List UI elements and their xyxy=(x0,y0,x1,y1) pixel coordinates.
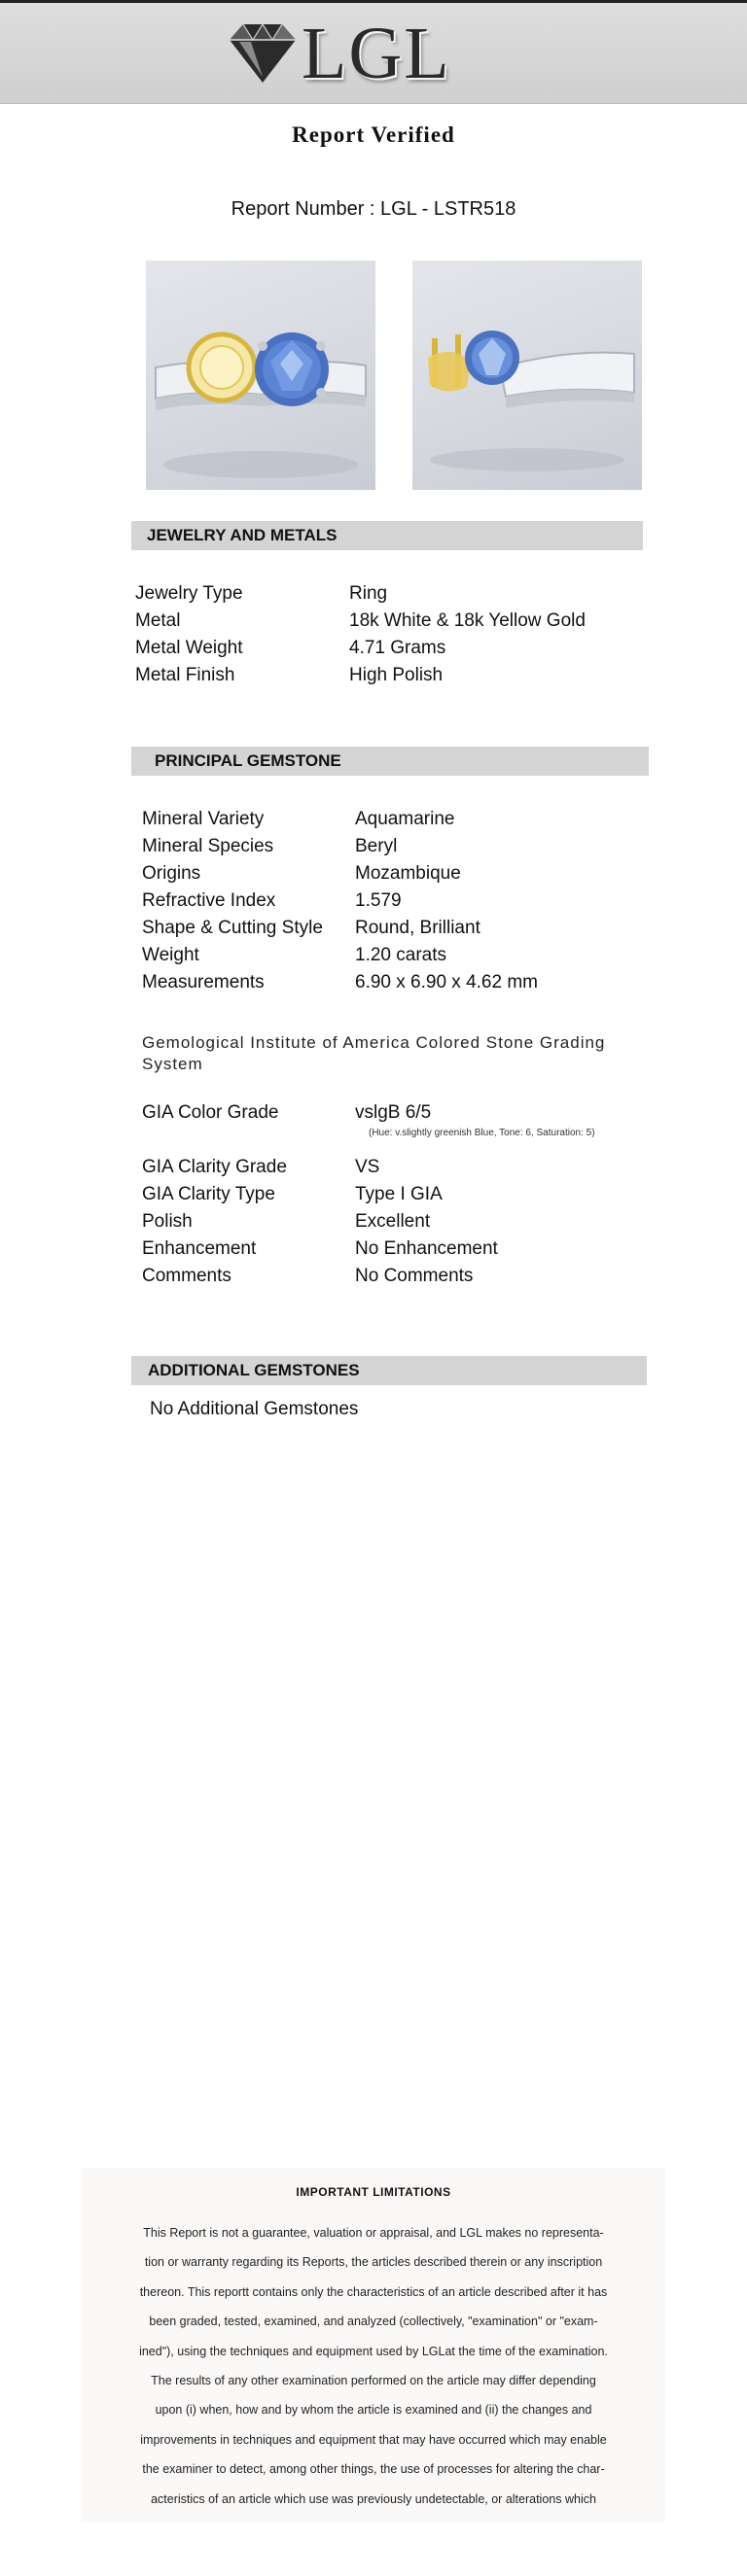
lgl-logo[interactable] xyxy=(226,13,479,94)
site-header xyxy=(0,3,747,104)
diamond-icon xyxy=(226,17,300,90)
limitations-title: IMPORTANT LIMITATIONS xyxy=(296,2185,451,2199)
row-label: Shape & Cutting Style xyxy=(142,918,323,938)
limitations-line: been graded, tested, examined, and analyzed (collectively, "examination" or "exam- xyxy=(149,2315,598,2329)
jewelry-section-header xyxy=(131,521,643,550)
row-label: GIA Clarity Grade xyxy=(142,1157,287,1177)
row-label: Mineral Species xyxy=(142,836,274,856)
row-label: Metal xyxy=(135,610,181,631)
principal-section-header xyxy=(131,747,649,776)
row-label: Measurements xyxy=(142,972,265,992)
row-label: Origins xyxy=(142,863,201,884)
row-value: No Enhancement xyxy=(355,1238,498,1259)
row-value: High Polish xyxy=(349,665,444,685)
limitations-line: thereon. This reportt contains only the characteristics of an article described after it has xyxy=(139,2284,608,2299)
row-label: GIA Color Grade xyxy=(142,1102,279,1123)
row-value: 1.579 xyxy=(355,890,402,911)
row-label: Mineral Variety xyxy=(142,809,265,829)
jewelry-section-title: JEWELRY AND METALS xyxy=(147,526,338,544)
row-value: Round, Brilliant xyxy=(355,918,480,938)
limitations-panel xyxy=(82,2168,665,2523)
row-label: Polish xyxy=(142,1211,193,1232)
color-grade-note: (Hue: v.slightly greenish Blue, Tone: 6, Saturation: 5) xyxy=(369,1128,595,1138)
limitations-line: tion or warranty regarding its Reports, the articles described therein or any inscription xyxy=(144,2255,603,2270)
row-label: Refractive Index xyxy=(142,890,276,911)
limitations-line: upon (i) when, how and by whom the article is examined and (ii) the changes and xyxy=(155,2403,592,2418)
limitations-line: This Report is not a guarantee, valuation or appraisal, and LGL makes no representa- xyxy=(143,2226,604,2240)
row-value: 1.20 carats xyxy=(355,945,446,965)
additional-section-header xyxy=(131,1356,647,1385)
logo-text: LGL xyxy=(302,13,451,94)
row-value: 6.90 x 6.90 x 4.62 mm xyxy=(355,972,538,992)
row-label: Metal Finish xyxy=(135,665,235,685)
row-value: Beryl xyxy=(355,836,398,856)
row-value: 18k White & 18k Yellow Gold xyxy=(349,610,586,631)
row-value: 4.71 Grams xyxy=(349,638,446,658)
additional-section-title: ADDITIONAL GEMSTONES xyxy=(148,1361,360,1379)
ring-side-photo xyxy=(412,261,642,490)
additional-gemstones-text: No Additional Gemstones xyxy=(150,1399,359,1419)
page-title: Report Verified xyxy=(292,122,455,147)
row-value: Type I GIA xyxy=(355,1184,443,1204)
report-number: Report Number : LGL - LSTR518 xyxy=(231,198,516,220)
row-value: Ring xyxy=(349,583,388,604)
row-value: vslgB 6/5 xyxy=(355,1102,432,1123)
row-label: Comments xyxy=(142,1266,231,1286)
row-value: Excellent xyxy=(355,1211,431,1232)
row-label: Metal Weight xyxy=(135,638,243,658)
limitations-line: the examiner to detect, among other things, the use of processes for altering the char- xyxy=(142,2462,605,2477)
row-label: GIA Clarity Type xyxy=(142,1184,275,1204)
row-value: Aquamarine xyxy=(355,809,455,829)
principal-section-title: PRINCIPAL GEMSTONE xyxy=(155,751,341,770)
limitations-line: improvements in techniques and equipment that may have occurred which may enable xyxy=(140,2432,607,2447)
limitations-body xyxy=(107,2218,640,2514)
row-value: VS xyxy=(355,1157,380,1177)
row-label: Weight xyxy=(142,945,199,965)
row-label: Enhancement xyxy=(142,1238,257,1259)
limitations-line: acteristics of an article which use was previously undetectable, or alterations which xyxy=(151,2491,596,2506)
limitations-line: ined"), using the techniques and equipment used by LGLat the time of the examination. xyxy=(139,2344,608,2358)
row-value: Mozambique xyxy=(355,863,461,884)
row-label: Jewelry Type xyxy=(135,583,243,604)
limitations-line: The results of any other examination performed on the article may differ depending xyxy=(151,2374,596,2388)
ring-front-photo xyxy=(146,261,375,490)
gia-system-title: Gemological Institute of America Colored Stone Grading System xyxy=(142,1033,606,1073)
row-value: No Comments xyxy=(355,1266,474,1286)
